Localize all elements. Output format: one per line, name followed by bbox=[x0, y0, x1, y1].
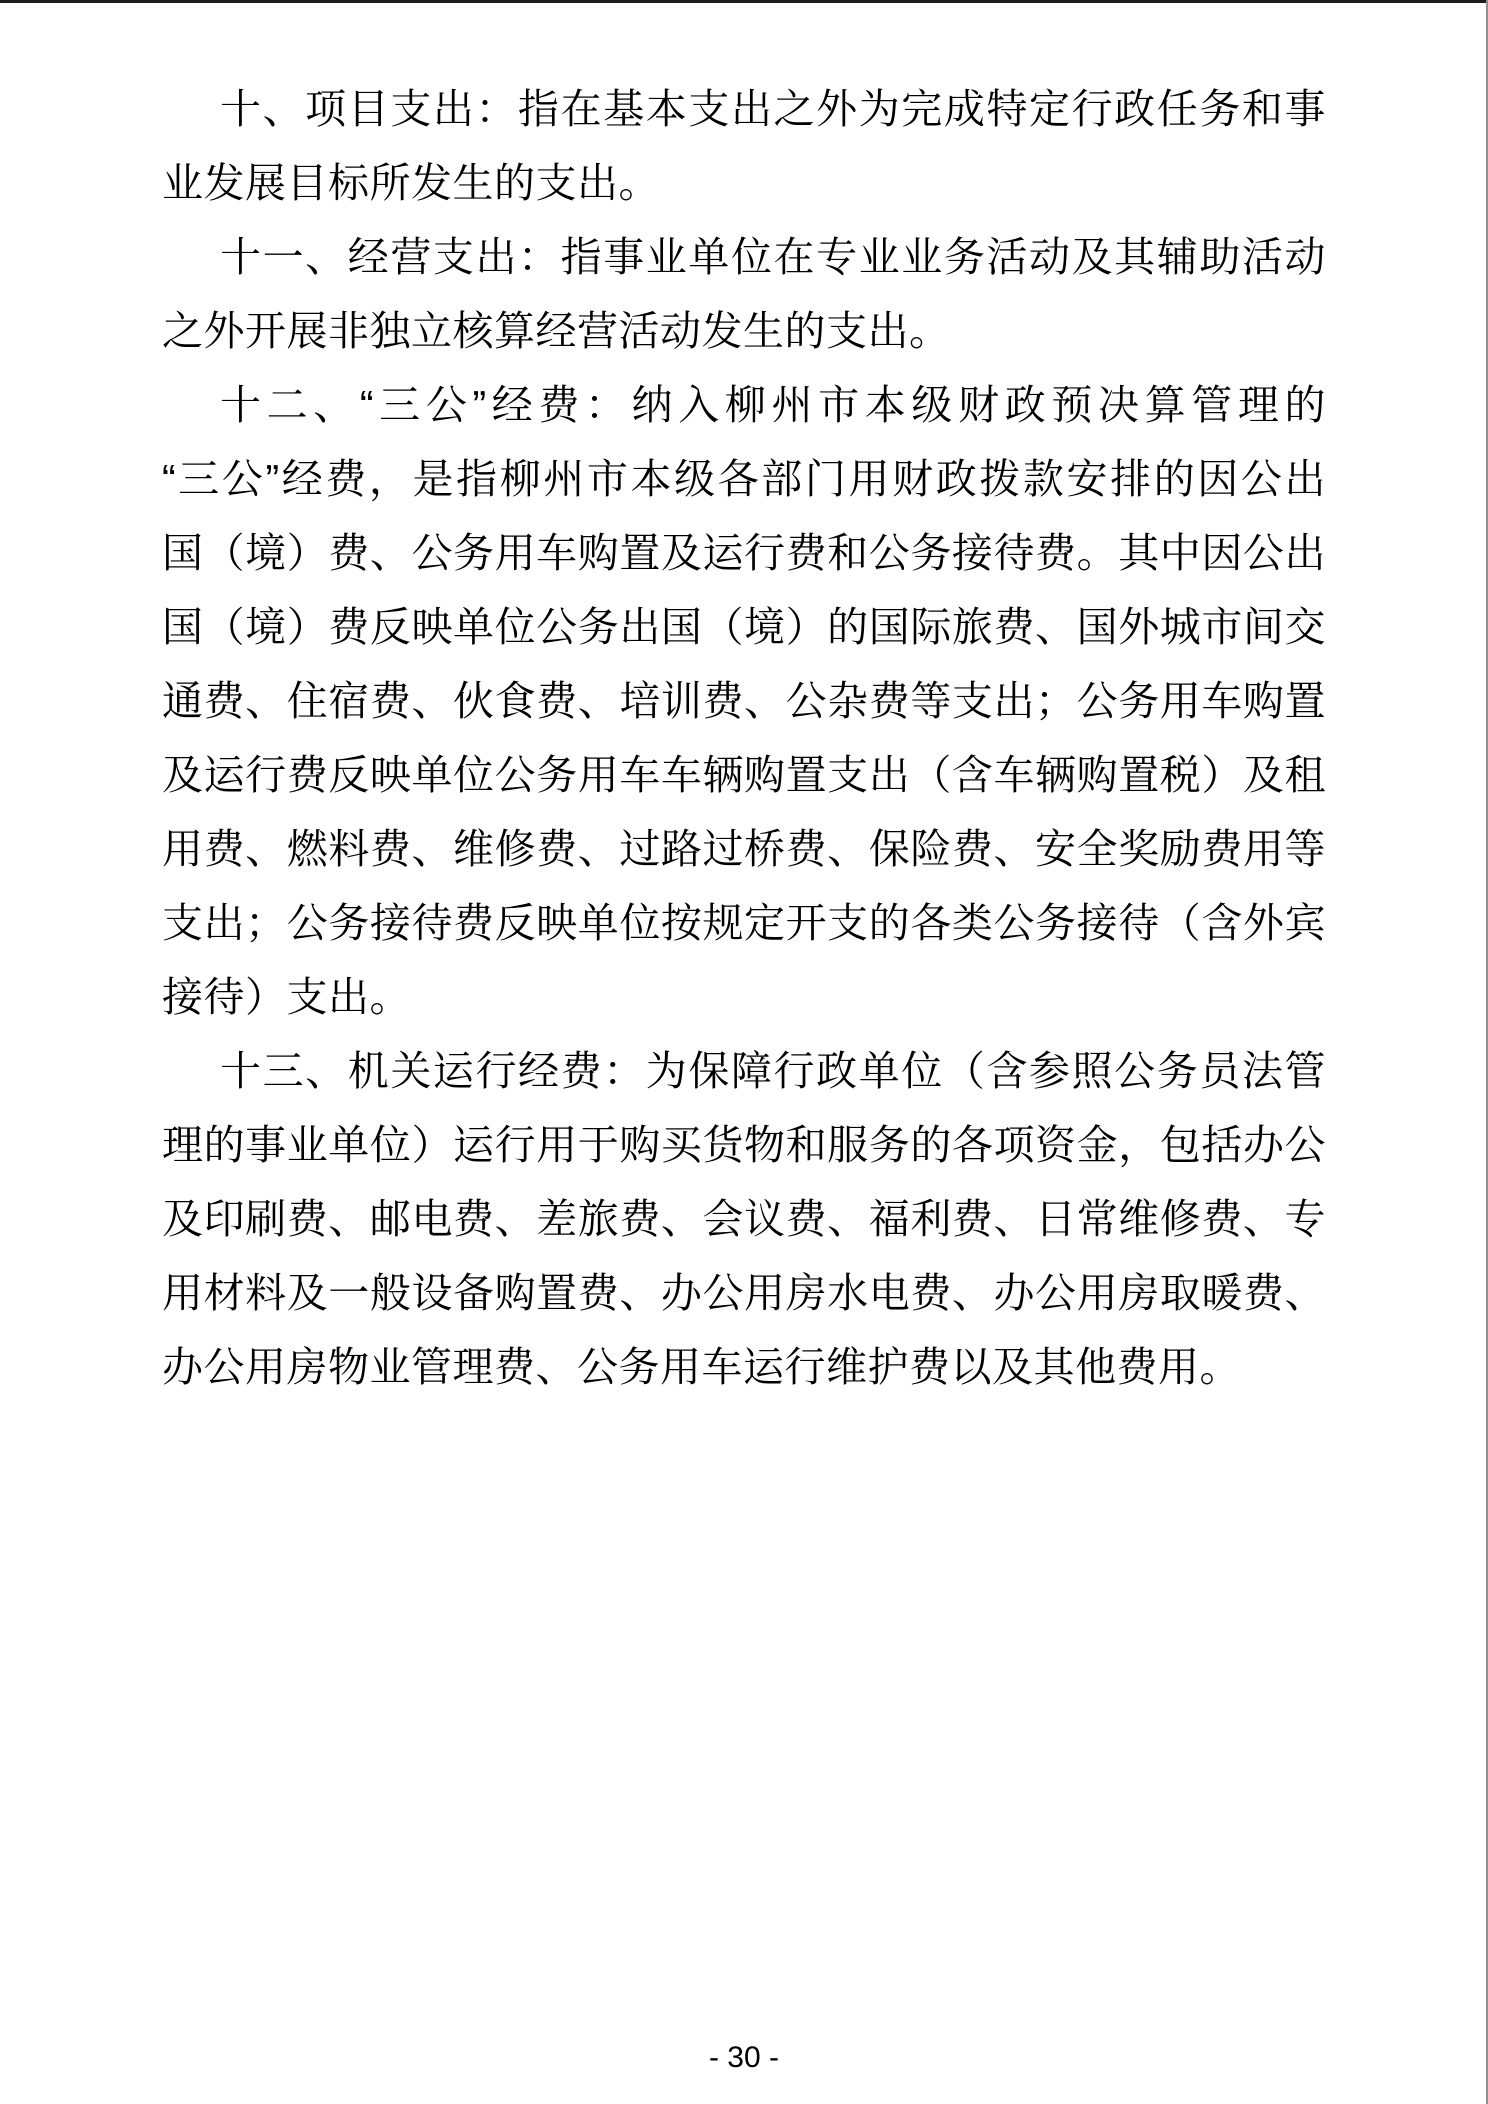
text-line: 支出；公务接待费反映单位按规定开支的各类公务接待（含外宾 bbox=[162, 900, 1326, 946]
text-line: 国（境）费反映单位公务出国（境）的国际旅费、国外城市间交 bbox=[162, 604, 1326, 650]
text-line: 十二、“三公”经费：纳入柳州市本级财政预决算管理的 bbox=[220, 382, 1326, 428]
scan-top-edge bbox=[0, 0, 1488, 3]
text-line: 理的事业单位）运行用于购买货物和服务的各项资金，包括办公 bbox=[162, 1122, 1326, 1168]
text-line: 之外开展非独立核算经营活动发生的支出。 bbox=[162, 308, 951, 354]
text-line: 业发展目标所发生的支出。 bbox=[162, 160, 660, 206]
text-line: “三公”经费，是指柳州市本级各部门用财政拨款安排的因公出 bbox=[162, 456, 1326, 502]
text-line: 国（境）费、公务用车购置及运行费和公务接待费。其中因公出 bbox=[162, 530, 1326, 576]
page-number: - 30 - bbox=[708, 2041, 780, 2074]
text-line: 通费、住宿费、伙食费、培训费、公杂费等支出；公务用车购置 bbox=[162, 678, 1326, 724]
text-line: 十、项目支出：指在基本支出之外为完成特定行政任务和事 bbox=[220, 86, 1326, 132]
text-line: 及运行费反映单位公务用车车辆购置支出（含车辆购置税）及租 bbox=[162, 752, 1326, 798]
text-line: 及印刷费、邮电费、差旅费、会议费、福利费、日常维修费、专 bbox=[162, 1196, 1326, 1242]
text-line: 十一、经营支出：指事业单位在专业业务活动及其辅助活动 bbox=[220, 234, 1326, 280]
text-line: 用费、燃料费、维修费、过路过桥费、保险费、安全奖励费用等 bbox=[162, 826, 1326, 872]
text-line: 办公用房物业管理费、公务用车运行维护费以及其他费用。 bbox=[162, 1344, 1241, 1390]
document-body bbox=[162, 72, 1326, 1404]
text-line: 用材料及一般设备购置费、办公用房水电费、办公用房取暖费、 bbox=[162, 1270, 1326, 1316]
text-line: 接待）支出。 bbox=[162, 974, 411, 1020]
text-line: 十三、机关运行经费：为保障行政单位（含参照公务员法管 bbox=[220, 1048, 1326, 1094]
